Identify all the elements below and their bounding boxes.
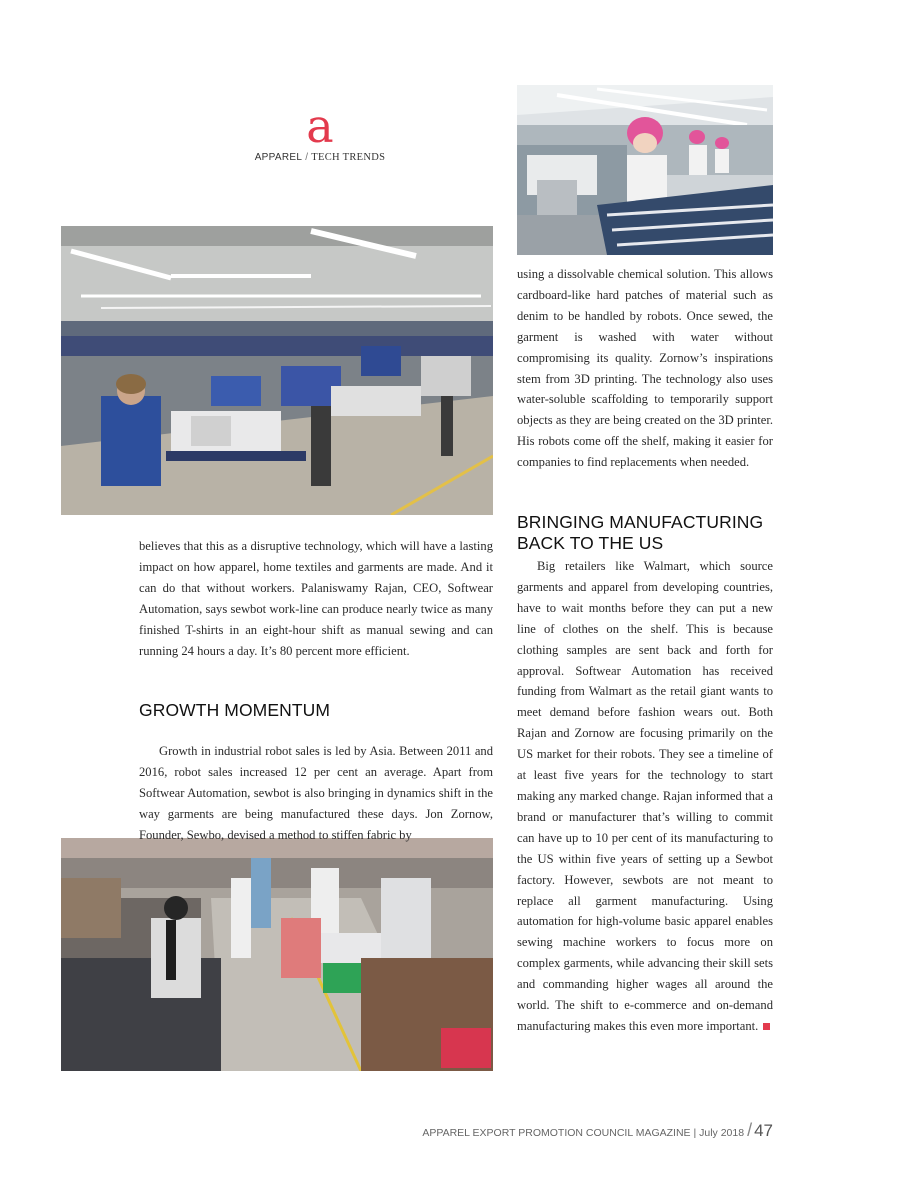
- factory-photo-sewing-floor: [61, 226, 493, 515]
- left-column-paragraph-1: [139, 536, 493, 661]
- article-end-mark: [763, 1023, 770, 1030]
- page-number: 47: [754, 1121, 773, 1140]
- paragraph-text: Growth in industrial robot sales is led by Asia. Between 2011 and 2016, robot sales increased 12 per cent an average. Apart from Softwear Automation, sewbot is also bringing in dynamics shift in the way garments are being manufactured these days. Jon Zornow, Founder, Sewbo, devised a method to stiffen fabric by: [139, 744, 493, 842]
- paragraph-text: using a dissolvable chemical solution. This allows cardboard-like hard patches of material such as denim to be handled by robots. Once sewed, the garment is washed with water without compromising its quality. Zornow’s inspirations stem from 3D printing. The technology also uses water-soluble scaffolding to temporarily support objects as they are being created on the 3D printer. His robots come off the shelf, making it easier for companies to find replacements when needed.: [517, 267, 773, 470]
- footer-slash: /: [747, 1120, 753, 1140]
- right-column-paragraph-2: [517, 556, 773, 1037]
- heading-bringing-manufacturing: BRINGING MANUFACTURING BACK TO THE US: [517, 512, 764, 553]
- logo-letter: a: [306, 99, 334, 153]
- page-footer: [422, 1120, 773, 1141]
- heading-growth-momentum: GROWTH MOMENTUM: [139, 700, 331, 720]
- section-divider: /: [305, 152, 309, 163]
- right-column-paragraph-1: [517, 264, 773, 473]
- factory-photo-sewing-worker: [517, 85, 773, 255]
- section-label: [240, 152, 400, 163]
- left-column-paragraph-2: [139, 741, 493, 846]
- footer-separator: |: [693, 1127, 697, 1139]
- section-name: APPAREL: [254, 152, 303, 163]
- magazine-logo: [240, 99, 400, 163]
- paragraph-body: Big retailers like Walmart, which source garments and apparel from developing countries, have to wait months before they can put a new line of clothes on the shelf. This is because clothing samples are sent back and forth for approval. Softwear Automation has received funding from Walmart as the retail giant wants to meet demand before fashion wears out. Both Rajan and Zornow are focusing primarily on the US market for their robots. They see a timeline of at least five years for the technology to start making any marked change. Rajan informed that a brand or manufacturer that’s willing to commit can have up to 10 per cent of its manufacturing to the US within five years of setting up a Sewbot factory. However, sewbots are not meant to replace all garment manufacturing. Using automation for high-volume basic apparel enables sewing machine workers to focus more on complex garments, while advancing their skill sets and commanding higher wages all around the world. The shift to e-commerce and on-demand manufacturing makes this even more important.: [517, 559, 773, 1033]
- paragraph-text: [517, 556, 773, 1037]
- factory-photo-workers-aisle: [61, 838, 493, 1071]
- footer-magazine-name: APPAREL EXPORT PROMOTION COUNCIL MAGAZINE: [422, 1127, 691, 1139]
- subsection-name: TECH TRENDS: [311, 152, 386, 163]
- footer-issue-date: July 2018: [699, 1127, 745, 1139]
- paragraph-text: believes that this as a disruptive technology, which will have a lasting impact on how apparel, home textiles and garments are made. And it can do that without workers. Palaniswamy Rajan, CEO, Softwear Automation, says sewbot work-line can produce nearly twice as many finished T-shirts in an eight-hour shift as manual sewing and can running 24 hours a day. It’s 80 percent more efficient.: [139, 539, 493, 658]
